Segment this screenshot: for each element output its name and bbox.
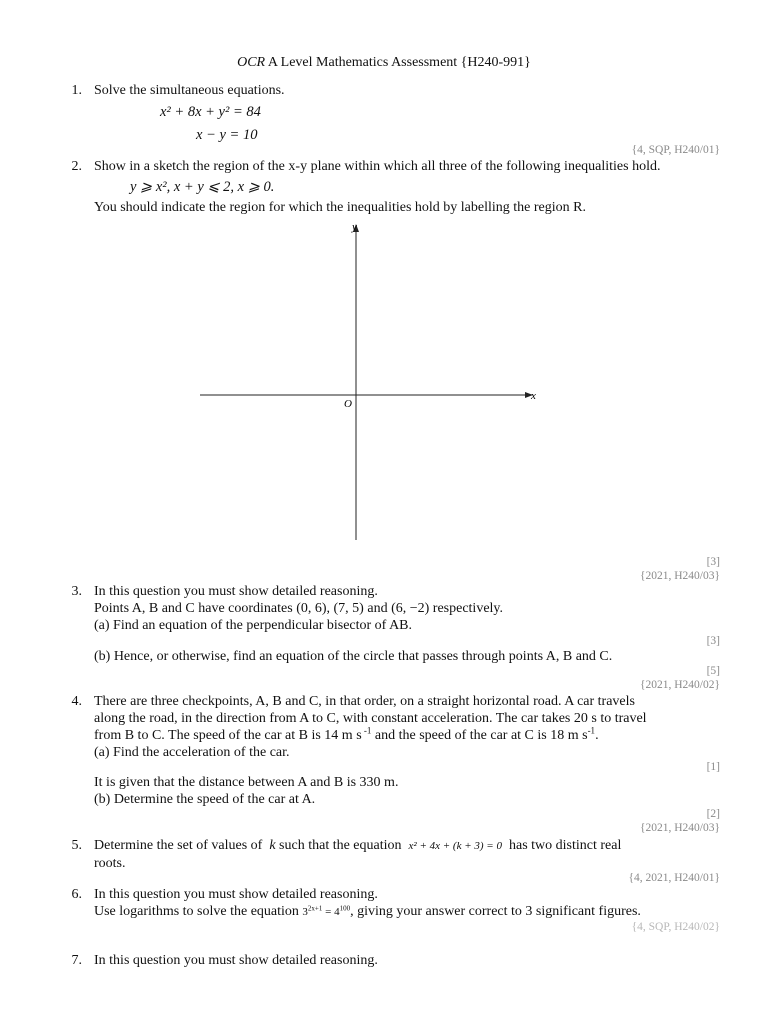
q4-unit-exponent-2: -1 [587,725,596,736]
q6-text-a: Use logarithms to solve the equation [94,904,299,919]
q6-intro: In this question you must show detailed reasoning. [94,887,378,902]
q3-points: Points A, B and C have coordinates (0, 6), (7, 5) and (6, −2) respectively. [94,601,504,616]
title-prefix: OCR [237,55,266,70]
q4-part-a: (a) Find the acceleration of the car. [94,745,290,760]
q4-marks-a: [1] [706,761,720,773]
q1-equation-2: x − y = 10 [196,127,258,143]
q4-given: It is given that the distance between A and B is 330 m. [94,775,399,790]
q4-unit-exponent-1: -1 [361,725,372,736]
q3-marks-a: [3] [706,635,720,647]
q2-inequalities: y ⩾ x², x + y ⩽ 2, x ⩾ 0. [130,179,275,195]
q5-source: {4, 2021, H240/01} [628,872,720,884]
origin-label: O [344,398,352,410]
q6-eq-base: 3 [302,906,308,918]
q5-text-d: roots. [94,856,126,871]
q2-text: Show in a sketch the region of the x-y plane within which all three of the following inequalities hold. [94,159,661,174]
q4-number: 4. [71,694,82,709]
q5-number: 5. [71,838,82,853]
page-title [0,55,768,71]
q6-eq-exponent-2: 100 [339,904,351,913]
q5-k: k [269,838,276,853]
q6-eq-exponent-1: 2x+1 [307,904,323,913]
q3-part-b: (b) Hence, or otherwise, find an equation of the circle that passes through points A, B and C. [94,649,613,664]
q1-source: {4, SQP, H240/01} [631,144,720,156]
q2-axes-sketch [196,218,546,548]
q4-line-3-b: and the speed of the car at C is 18 m s [371,728,588,743]
q5-text-b: such that the equation [279,838,402,853]
q2-instruction: You should indicate the region for which the inequalities hold by labelling the region R. [94,200,586,215]
q1-text: Solve the simultaneous equations. [94,83,285,98]
q3-part-a: (a) Find an equation of the perpendicular bisector of AB. [94,618,413,633]
q4-line-1: There are three checkpoints, A, B and C, in that order, on a straight horizontal road. A car travels [94,694,635,709]
q6-text-b: , giving your answer correct to 3 significant figures. [350,904,641,919]
q3-number: 3. [71,584,82,599]
q7-intro: In this question you must show detailed reasoning. [94,953,378,968]
x-axis-label: x [531,390,536,402]
q6-number: 6. [71,887,82,902]
q3-intro: In this question you must show detailed reasoning. [94,584,378,599]
q4-source: {2021, H240/03} [639,822,720,834]
q4-part-b: (b) Determine the speed of the car at A. [94,792,316,807]
q5-line-1 [94,838,621,854]
q3-source: {2021, H240/02} [639,679,720,691]
q5-text-a: Determine the set of values of [94,838,263,853]
q6-equation [302,906,350,918]
q4-line-2: along the road, in the direction from A to C, with constant acceleration. The car takes 20 s to travel [94,711,647,726]
q3-marks-b: [5] [706,665,720,677]
q6-source: {4, SQP, H240/02} [631,921,720,933]
q1-equation-1: x² + 8x + y² = 84 [160,104,261,120]
q4-line-3 [94,725,599,744]
q6-eq-mid: = 4 [322,906,340,918]
q7-number: 7. [71,953,82,968]
title-rest: A Level Mathematics Assessment {H240-991} [265,55,531,70]
q4-marks-b: [2] [706,808,720,820]
q2-number: 2. [71,159,82,174]
q2-marks: [3] [706,556,720,568]
q4-line-3-c: . [595,728,599,743]
q4-line-3-a: from B to C. The speed of the car at B is 14 m s [94,728,362,743]
q2-source: {2021, H240/03} [639,570,720,582]
y-axis-label: y [352,221,357,233]
q1-number: 1. [71,83,82,98]
q5-text-c: has two distinct real [508,838,622,853]
q6-line-2 [94,904,641,920]
q5-equation: x² + 4x + (k + 3) = 0 [408,840,502,852]
